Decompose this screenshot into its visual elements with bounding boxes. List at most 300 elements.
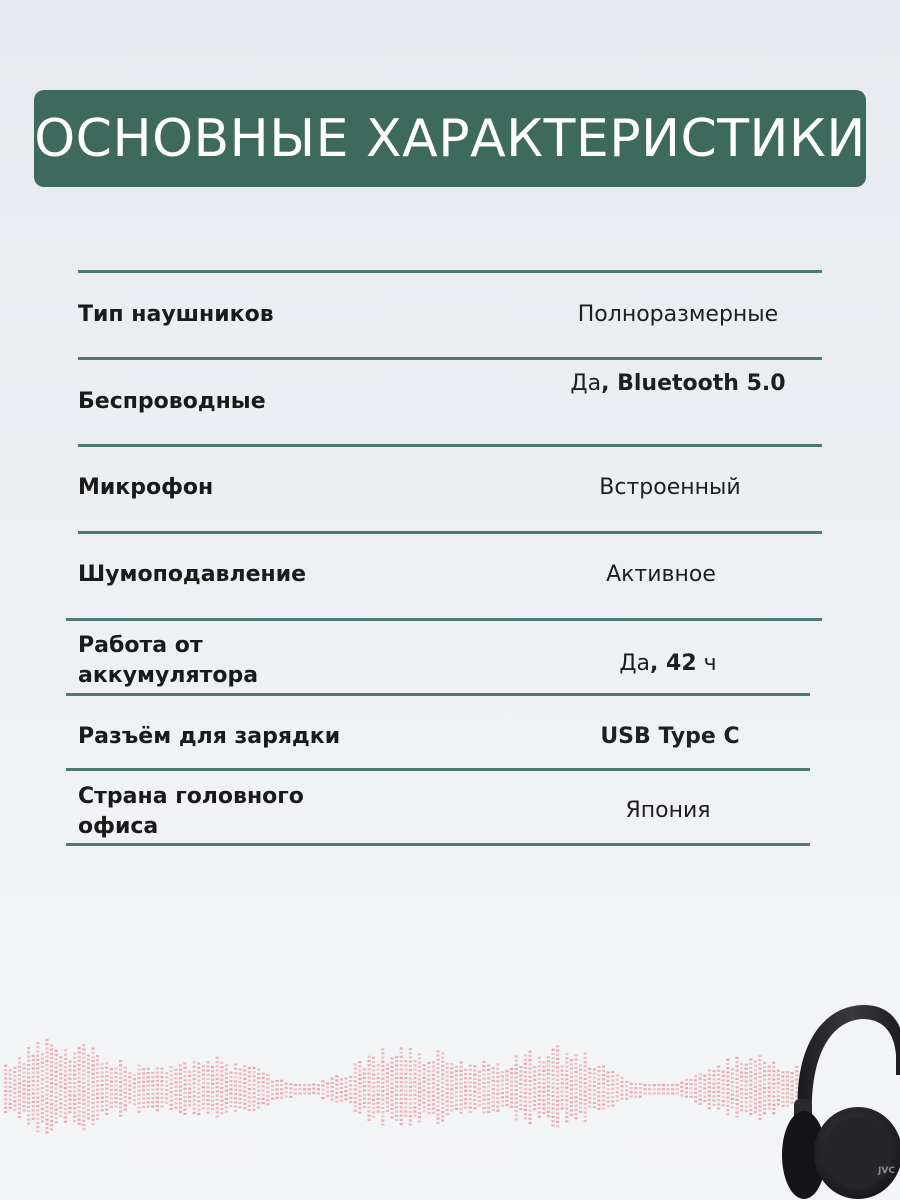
spec-label-battery [78,631,378,691]
wave-dot [59,1081,62,1083]
wave-dot [381,1069,384,1071]
wave-dot [119,1098,122,1100]
wave-dot [565,1057,568,1059]
wave-dot [262,1094,265,1096]
wave-dot [754,1111,757,1113]
wave-dot [524,1059,527,1061]
wave-dot [763,1062,766,1064]
wave-dot [423,1093,426,1095]
wave-dot [358,1070,361,1072]
wave-dot [450,1076,453,1078]
wave-dot [542,1074,545,1076]
wave-dot [436,1088,439,1090]
wave-dot [220,1087,223,1089]
wave-dot [312,1083,315,1085]
wave-dot [584,1053,587,1055]
wave-dot [82,1095,85,1097]
wave-dot [349,1088,352,1090]
wave-dot [413,1106,416,1108]
wave-dot [423,1102,426,1104]
wave-dot [147,1097,150,1099]
wave-dot [202,1099,205,1101]
wave-dot [82,1069,85,1071]
wave-dot [473,1099,476,1101]
wave-dot [547,1065,550,1067]
wave-dot [478,1075,481,1077]
spec-value-charging-port [540,722,800,752]
wave-dot [349,1076,352,1078]
wave-dot [55,1062,58,1064]
wave-dot [142,1085,145,1087]
label-line: аккумулятора [78,663,259,688]
wave-dot [96,1101,99,1103]
wave-dot [749,1088,752,1090]
wave-dot [174,1086,177,1088]
wave-dot [432,1103,435,1105]
wave-dot [91,1060,94,1062]
wave-dot [358,1107,361,1109]
wave-dot [478,1104,481,1106]
wave-dot [354,1110,357,1112]
wave-dot [423,1064,426,1066]
wave-dot [225,1094,228,1096]
wave-dot [137,1081,140,1083]
wave-dot [137,1094,140,1096]
wave-dot [432,1082,435,1084]
wave-dot [565,1116,568,1118]
wave-dot [22,1105,25,1107]
wave-dot [124,1067,127,1069]
wave-dot [193,1070,196,1072]
wave-dot [68,1086,71,1088]
wave-dot [418,1070,421,1072]
wave-dot [662,1092,665,1094]
wave-dot [377,1094,380,1096]
wave-dot [105,1092,108,1094]
wave-dot [202,1107,205,1109]
wave-dot [768,1103,771,1105]
wave-dot [36,1113,39,1115]
wave-dot [390,1112,393,1114]
wave-dot [55,1079,58,1081]
wave-dot [179,1094,182,1096]
wave-dot [611,1096,614,1098]
wave-dot [82,1124,85,1126]
wave-dot [772,1087,775,1089]
wave-dot [561,1070,564,1072]
wave-dot [501,1092,504,1094]
wave-dot [45,1068,48,1070]
wave-dot [703,1092,706,1094]
wave-dot [82,1107,85,1109]
wave-dot [275,1084,278,1086]
wave-dot [18,1057,21,1059]
wave-dot [202,1074,205,1076]
wave-dot [551,1095,554,1097]
wave-dot [634,1087,637,1089]
wave-dot [22,1063,25,1065]
wave-dot [142,1093,145,1095]
wave-dot [519,1108,522,1110]
wave-dot [726,1063,729,1065]
wave-dot [41,1087,44,1089]
wave-dot [482,1103,485,1105]
wave-dot [436,1122,439,1124]
wave-dot [367,1056,370,1058]
wave-dot [758,1068,761,1070]
wave-dot [459,1091,462,1093]
wave-dot [78,1047,81,1049]
wave-dot [404,1077,407,1079]
wave-dot [758,1101,761,1103]
wave-dot [303,1084,306,1086]
wave-dot [639,1083,642,1085]
wave-dot [128,1080,131,1082]
wave-dot [441,1052,444,1054]
wave-dot [487,1102,490,1104]
wave-dot [630,1083,633,1085]
wave-dot [308,1088,311,1090]
wave-dot [556,1117,559,1119]
wave-dot [436,1067,439,1069]
wave-dot [183,1075,186,1077]
wave-dot [570,1105,573,1107]
wave-dot [220,1095,223,1097]
wave-dot [625,1081,628,1083]
wave-dot [427,1100,430,1102]
wave-dot [170,1074,173,1076]
wave-dot [119,1081,122,1083]
wave-dot [588,1097,591,1099]
wave-dot [409,1048,412,1050]
wave-dot [87,1096,90,1098]
wave-dot [179,1106,182,1108]
wave-dot [137,1102,140,1104]
wave-dot [459,1087,462,1089]
wave-dot [436,1109,439,1111]
wave-dot [487,1081,490,1083]
wave-dot [9,1103,12,1105]
wave-dot [639,1087,642,1089]
wave-dot [689,1087,692,1089]
wave-dot [22,1093,25,1095]
wave-dot [395,1081,398,1083]
wave-dot [763,1079,766,1081]
wave-dot [124,1083,127,1085]
wave-dot [64,1070,67,1072]
wave-dot [248,1075,251,1077]
wave-dot [363,1077,366,1079]
wave-dot [528,1080,531,1082]
wave-dot [588,1101,591,1103]
wave-dot [409,1107,412,1109]
wave-dot [91,1069,94,1071]
wave-dot [519,1104,522,1106]
wave-dot [754,1090,757,1092]
wave-dot [289,1096,292,1098]
wave-dot [358,1065,361,1067]
wave-dot [469,1102,472,1104]
wave-dot [712,1099,715,1101]
wave-dot [386,1106,389,1108]
wave-dot [160,1093,163,1095]
wave-dot [418,1104,421,1106]
wave-dot [459,1082,462,1084]
wave-dot [358,1082,361,1084]
wave-dot [45,1043,48,1045]
wave-dot [450,1097,453,1099]
wave-dot [409,1052,412,1054]
wave-dot [735,1074,738,1076]
wave-dot [50,1120,53,1122]
wave-dot [36,1059,39,1061]
wave-dot [147,1085,150,1087]
wave-dot [455,1091,458,1093]
wave-dot [413,1064,416,1066]
wave-dot [390,1099,393,1101]
wave-dot [722,1092,725,1094]
wave-dot [170,1083,173,1085]
wave-dot [248,1080,251,1082]
wave-dot [763,1087,766,1089]
wave-dot [597,1087,600,1089]
wave-dot [105,1096,108,1098]
wave-dot [87,1071,90,1073]
wave-dot [538,1061,541,1063]
wave-dot [367,1077,370,1079]
wave-dot [27,1055,30,1057]
wave-dot [91,1090,94,1092]
wave-dot [611,1079,614,1081]
wave-dot [280,1084,283,1086]
wave-dot [59,1115,62,1117]
wave-dot [174,1107,177,1109]
wave-dot [156,1109,159,1111]
wave-dot [740,1105,743,1107]
wave-dot [758,1097,761,1099]
wave-dot [156,1105,159,1107]
wave-dot [469,1077,472,1079]
wave-dot [183,1100,186,1102]
wave-dot [193,1108,196,1110]
wave-dot [266,1091,269,1093]
wave-dot [59,1094,62,1096]
wave-dot [151,1105,154,1107]
wave-dot [551,1124,554,1126]
wave-dot [441,1111,444,1113]
wave-dot [459,1099,462,1101]
wave-dot [400,1064,403,1066]
wave-dot [165,1085,168,1087]
wave-dot [68,1107,71,1109]
wave-dot [763,1095,766,1097]
wave-dot [432,1070,435,1072]
wave-dot [584,1065,587,1067]
wave-dot [409,1119,412,1121]
wave-dot [731,1068,734,1070]
wave-dot [648,1088,651,1090]
wave-dot [96,1089,99,1091]
wave-dot [390,1116,393,1118]
wave-dot [381,1099,384,1101]
wave-dot [41,1074,44,1076]
wave-dot [68,1061,71,1063]
wave-dot [579,1090,582,1092]
wave-dot [183,1067,186,1069]
wave-dot [436,1055,439,1057]
wave-dot [78,1060,81,1062]
wave-dot [395,1069,398,1071]
value-text: Да [570,371,602,396]
wave-dot [331,1078,334,1080]
wave-dot [528,1059,531,1061]
wave-dot [436,1118,439,1120]
wave-dot [220,1074,223,1076]
wave-dot [243,1082,246,1084]
wave-dot [579,1081,582,1083]
wave-dot [27,1085,30,1087]
wave-dot [55,1058,58,1060]
wave-dot [620,1077,623,1079]
wave-dot [473,1107,476,1109]
wave-dot [400,1102,403,1104]
wave-dot [137,1098,140,1100]
wave-dot [409,1082,412,1084]
wave-dot [570,1084,573,1086]
wave-dot [225,1085,228,1087]
wave-dot [556,1087,559,1089]
wave-dot [114,1068,117,1070]
wave-dot [404,1090,407,1092]
wave-dot [321,1097,324,1099]
wave-dot [321,1084,324,1086]
wave-dot [754,1077,757,1079]
wave-dot [73,1082,76,1084]
wave-dot [87,1117,90,1119]
wave-dot [41,1104,44,1106]
wave-dot [137,1064,140,1066]
wave-dot [96,1080,99,1082]
wave-dot [50,1095,53,1097]
wave-dot [133,1074,136,1076]
wave-dot [745,1101,748,1103]
wave-dot [538,1099,541,1101]
wave-dot [248,1084,251,1086]
wave-dot [666,1084,669,1086]
wave-dot [731,1077,734,1079]
wave-dot [395,1094,398,1096]
wave-dot [758,1110,761,1112]
wave-dot [547,1115,550,1117]
wave-dot [216,1090,219,1092]
wave-dot [41,1108,44,1110]
wave-dot [262,1098,265,1100]
wave-dot [740,1076,743,1078]
wave-dot [354,1063,357,1065]
wave-dot [36,1109,39,1111]
wave-dot [165,1081,168,1083]
wave-dot [128,1101,131,1103]
wave-dot [409,1090,412,1092]
row-divider [66,843,810,846]
wave-dot [565,1082,568,1084]
wave-dot [625,1085,628,1087]
wave-dot [91,1106,94,1108]
wave-dot [395,1077,398,1079]
wave-dot [340,1078,343,1080]
wave-dot [427,1074,430,1076]
wave-dot [68,1073,71,1075]
wave-dot [197,1079,200,1081]
wave-dot [565,1061,568,1063]
wave-dot [59,1056,62,1058]
wave-dot [91,1052,94,1054]
wave-dot [722,1079,725,1081]
wave-dot [432,1091,435,1093]
wave-dot [515,1076,518,1078]
wave-dot [252,1109,255,1111]
wave-dot [533,1100,536,1102]
wave-dot [754,1061,757,1063]
wave-dot [349,1080,352,1082]
wave-dot [551,1078,554,1080]
wave-dot [73,1103,76,1105]
wave-dot [722,1100,725,1102]
wave-dot [758,1089,761,1091]
wave-dot [533,1096,536,1098]
wave-dot [528,1051,531,1053]
wave-dot [64,1117,67,1119]
wave-dot [515,1106,518,1108]
wave-dot [418,1078,421,1080]
wave-dot [9,1107,12,1109]
wave-dot [372,1069,375,1071]
wave-dot [726,1092,729,1094]
wave-dot [409,1098,412,1100]
wave-dot [73,1057,76,1059]
wave-dot [547,1081,550,1083]
wave-dot [768,1087,771,1089]
wave-dot [252,1092,255,1094]
wave-dot [487,1111,490,1113]
wave-dot [179,1081,182,1083]
wave-dot [611,1100,614,1102]
wave-dot [717,1070,720,1072]
wave-dot [515,1081,518,1083]
wave-dot [436,1080,439,1082]
wave-dot [45,1119,48,1121]
row-divider [66,768,810,771]
wave-dot [27,1064,30,1066]
wave-dot [662,1084,665,1086]
wave-dot [110,1072,113,1074]
wave-dot [119,1060,122,1062]
wave-dot [450,1101,453,1103]
wave-dot [349,1097,352,1099]
wave-dot [473,1074,476,1076]
wave-dot [101,1088,104,1090]
wave-dot [528,1114,531,1116]
wave-dot [556,1091,559,1093]
wave-dot [73,1111,76,1113]
wave-dot [13,1067,16,1069]
wave-dot [754,1086,757,1088]
wave-dot [82,1090,85,1092]
wave-dot [758,1059,761,1061]
wave-dot [36,1076,39,1078]
wave-dot [128,1085,131,1087]
wave-dot [745,1097,748,1099]
